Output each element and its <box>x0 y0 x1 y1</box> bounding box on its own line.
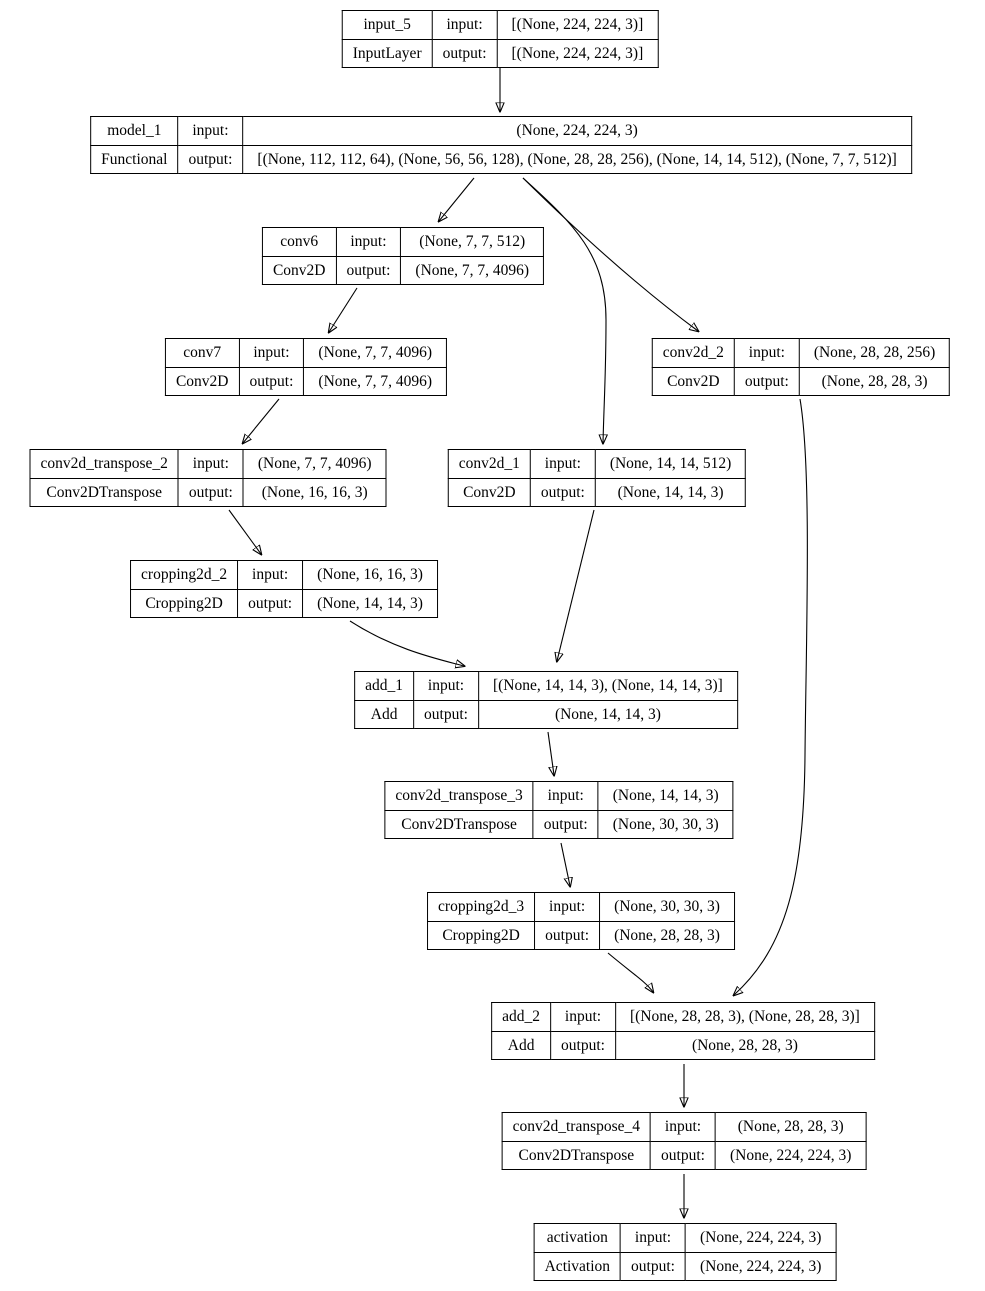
output-label: output: <box>178 478 243 507</box>
input-label: input: <box>414 672 479 701</box>
output-shape: (None, 14, 14, 3) <box>303 589 438 618</box>
output-label: output: <box>238 589 303 618</box>
layer-name: add_2 <box>492 1003 551 1032</box>
output-shape: (None, 16, 16, 3) <box>243 478 386 507</box>
layer-node-conv7[interactable] <box>165 338 447 396</box>
output-shape: (None, 224, 224, 3) <box>685 1252 835 1281</box>
input-shape: (None, 7, 7, 4096) <box>304 339 447 368</box>
input-shape: [(None, 14, 14, 3), (None, 14, 14, 3)] <box>478 672 737 701</box>
input-label: input: <box>239 339 304 368</box>
input-label: input: <box>530 450 595 479</box>
layer-type: Conv2D <box>448 478 530 507</box>
layer-type: Conv2DTranspose <box>30 478 178 507</box>
layer-type: Conv2D <box>165 367 239 396</box>
layer-node-activation[interactable] <box>534 1223 837 1281</box>
layer-node-table <box>130 560 438 618</box>
layer-node-conv6[interactable] <box>262 227 544 285</box>
layer-type: InputLayer <box>342 39 432 68</box>
layer-node-conv2d_transpose_2[interactable] <box>30 449 387 507</box>
layer-node-table <box>342 10 659 68</box>
layer-node-conv2d_transpose_3[interactable] <box>384 781 733 839</box>
input-label: input: <box>178 450 243 479</box>
output-shape: (None, 14, 14, 3) <box>595 478 745 507</box>
layer-node-input_5[interactable] <box>342 10 659 68</box>
layer-name: cropping2d_2 <box>131 561 238 590</box>
edge-cropping2d_2-to-add_1 <box>350 621 464 666</box>
output-label: output: <box>239 367 304 396</box>
layer-node-conv2d_transpose_4[interactable] <box>502 1112 867 1170</box>
edge-conv6-to-conv7 <box>329 288 357 332</box>
layer-type: Conv2D <box>262 256 336 285</box>
input-label: input: <box>651 1113 716 1142</box>
layer-node-add_1[interactable] <box>354 671 738 729</box>
layer-type: Cropping2D <box>428 921 535 950</box>
input-label: input: <box>336 228 401 257</box>
layer-node-cropping2d_3[interactable] <box>427 892 735 950</box>
layer-name: conv2d_1 <box>448 450 530 479</box>
input-shape: (None, 16, 16, 3) <box>303 561 438 590</box>
layer-node-table <box>30 449 387 507</box>
edge-cropping2d_3-to-add_2 <box>608 953 653 992</box>
output-label: output: <box>432 39 497 68</box>
layer-type: Add <box>355 700 414 729</box>
layer-name: model_1 <box>91 117 178 146</box>
input-shape: (None, 224, 224, 3) <box>243 117 911 146</box>
output-shape: [(None, 112, 112, 64), (None, 56, 56, 128), (None, 28, 28, 256), (None, 14, 14, 512), (None, 7, 7, 512)] <box>243 145 911 174</box>
layer-type: Conv2DTranspose <box>385 810 533 839</box>
output-label: output: <box>414 700 479 729</box>
layer-name: conv2d_transpose_4 <box>502 1113 650 1142</box>
input-label: input: <box>535 893 600 922</box>
layer-type: Activation <box>534 1252 620 1281</box>
edge-conv2d_1-to-add_1 <box>557 510 594 661</box>
output-label: output: <box>530 478 595 507</box>
layer-node-add_2[interactable] <box>491 1002 875 1060</box>
layer-name: conv2d_transpose_3 <box>385 782 533 811</box>
layer-node-table <box>384 781 733 839</box>
output-shape: (None, 30, 30, 3) <box>598 810 733 839</box>
input-shape: (None, 28, 28, 3) <box>715 1113 865 1142</box>
output-label: output: <box>533 810 598 839</box>
layer-name: conv7 <box>165 339 239 368</box>
layer-node-table <box>534 1223 837 1281</box>
output-shape: (None, 28, 28, 3) <box>799 367 949 396</box>
layer-node-cropping2d_2[interactable] <box>130 560 438 618</box>
output-label: output: <box>551 1031 616 1060</box>
layer-type: Functional <box>91 145 178 174</box>
layer-type: Conv2DTranspose <box>502 1141 650 1170</box>
layer-node-model_1[interactable] <box>90 116 912 174</box>
output-label: output: <box>535 921 600 950</box>
layer-name: conv2d_transpose_2 <box>30 450 178 479</box>
layer-node-conv2d_1[interactable] <box>448 449 746 507</box>
input-label: input: <box>621 1224 686 1253</box>
layer-node-table <box>262 227 544 285</box>
edge-conv2d_transpose_2-to-cropping2d_2 <box>229 510 261 554</box>
layer-node-table <box>502 1112 867 1170</box>
layer-name: add_1 <box>355 672 414 701</box>
layer-node-table <box>448 449 746 507</box>
layer-name: conv6 <box>262 228 336 257</box>
edge-add_1-to-conv2d_transpose_3 <box>548 732 554 775</box>
layer-name: input_5 <box>342 11 432 40</box>
layer-name: conv2d_2 <box>652 339 734 368</box>
layer-node-conv2d_2[interactable] <box>652 338 950 396</box>
input-shape: (None, 14, 14, 3) <box>598 782 733 811</box>
layer-name: activation <box>534 1224 620 1253</box>
output-label: output: <box>178 145 243 174</box>
input-label: input: <box>178 117 243 146</box>
output-shape: (None, 7, 7, 4096) <box>401 256 544 285</box>
edge-conv7-to-conv2d_transpose_2 <box>243 399 279 443</box>
input-shape: (None, 7, 7, 512) <box>401 228 544 257</box>
layer-type: Conv2D <box>652 367 734 396</box>
input-shape: (None, 28, 28, 256) <box>799 339 949 368</box>
output-label: output: <box>336 256 401 285</box>
input-shape: (None, 14, 14, 512) <box>595 450 745 479</box>
output-label: output: <box>621 1252 686 1281</box>
layer-node-table <box>427 892 735 950</box>
edge-model_1-to-conv6 <box>439 178 474 221</box>
input-shape: (None, 224, 224, 3) <box>685 1224 835 1253</box>
edge-conv2d_transpose_3-to-cropping2d_3 <box>561 843 570 886</box>
input-label: input: <box>734 339 799 368</box>
input-shape: (None, 30, 30, 3) <box>600 893 735 922</box>
input-label: input: <box>551 1003 616 1032</box>
layer-node-table <box>90 116 912 174</box>
output-shape: (None, 14, 14, 3) <box>478 700 737 729</box>
input-label: input: <box>533 782 598 811</box>
input-label: input: <box>238 561 303 590</box>
output-label: output: <box>734 367 799 396</box>
input-shape: [(None, 28, 28, 3), (None, 28, 28, 3)] <box>615 1003 874 1032</box>
output-shape: [(None, 224, 224, 3)] <box>497 39 658 68</box>
output-shape: (None, 28, 28, 3) <box>615 1031 874 1060</box>
output-label: output: <box>651 1141 716 1170</box>
layer-node-table <box>354 671 738 729</box>
edge-model_1-to-conv2d_1 <box>523 178 606 443</box>
input-shape: (None, 7, 7, 4096) <box>243 450 386 479</box>
output-shape: (None, 224, 224, 3) <box>715 1141 865 1170</box>
output-shape: (None, 28, 28, 3) <box>600 921 735 950</box>
input-shape: [(None, 224, 224, 3)] <box>497 11 658 40</box>
output-shape: (None, 7, 7, 4096) <box>304 367 447 396</box>
layer-node-table <box>652 338 950 396</box>
layer-type: Cropping2D <box>131 589 238 618</box>
edge-model_1-to-conv2d_2 <box>523 178 698 331</box>
layer-name: cropping2d_3 <box>428 893 535 922</box>
input-label: input: <box>432 11 497 40</box>
layer-node-table <box>491 1002 875 1060</box>
layer-type: Add <box>492 1031 551 1060</box>
layer-node-table <box>165 338 447 396</box>
